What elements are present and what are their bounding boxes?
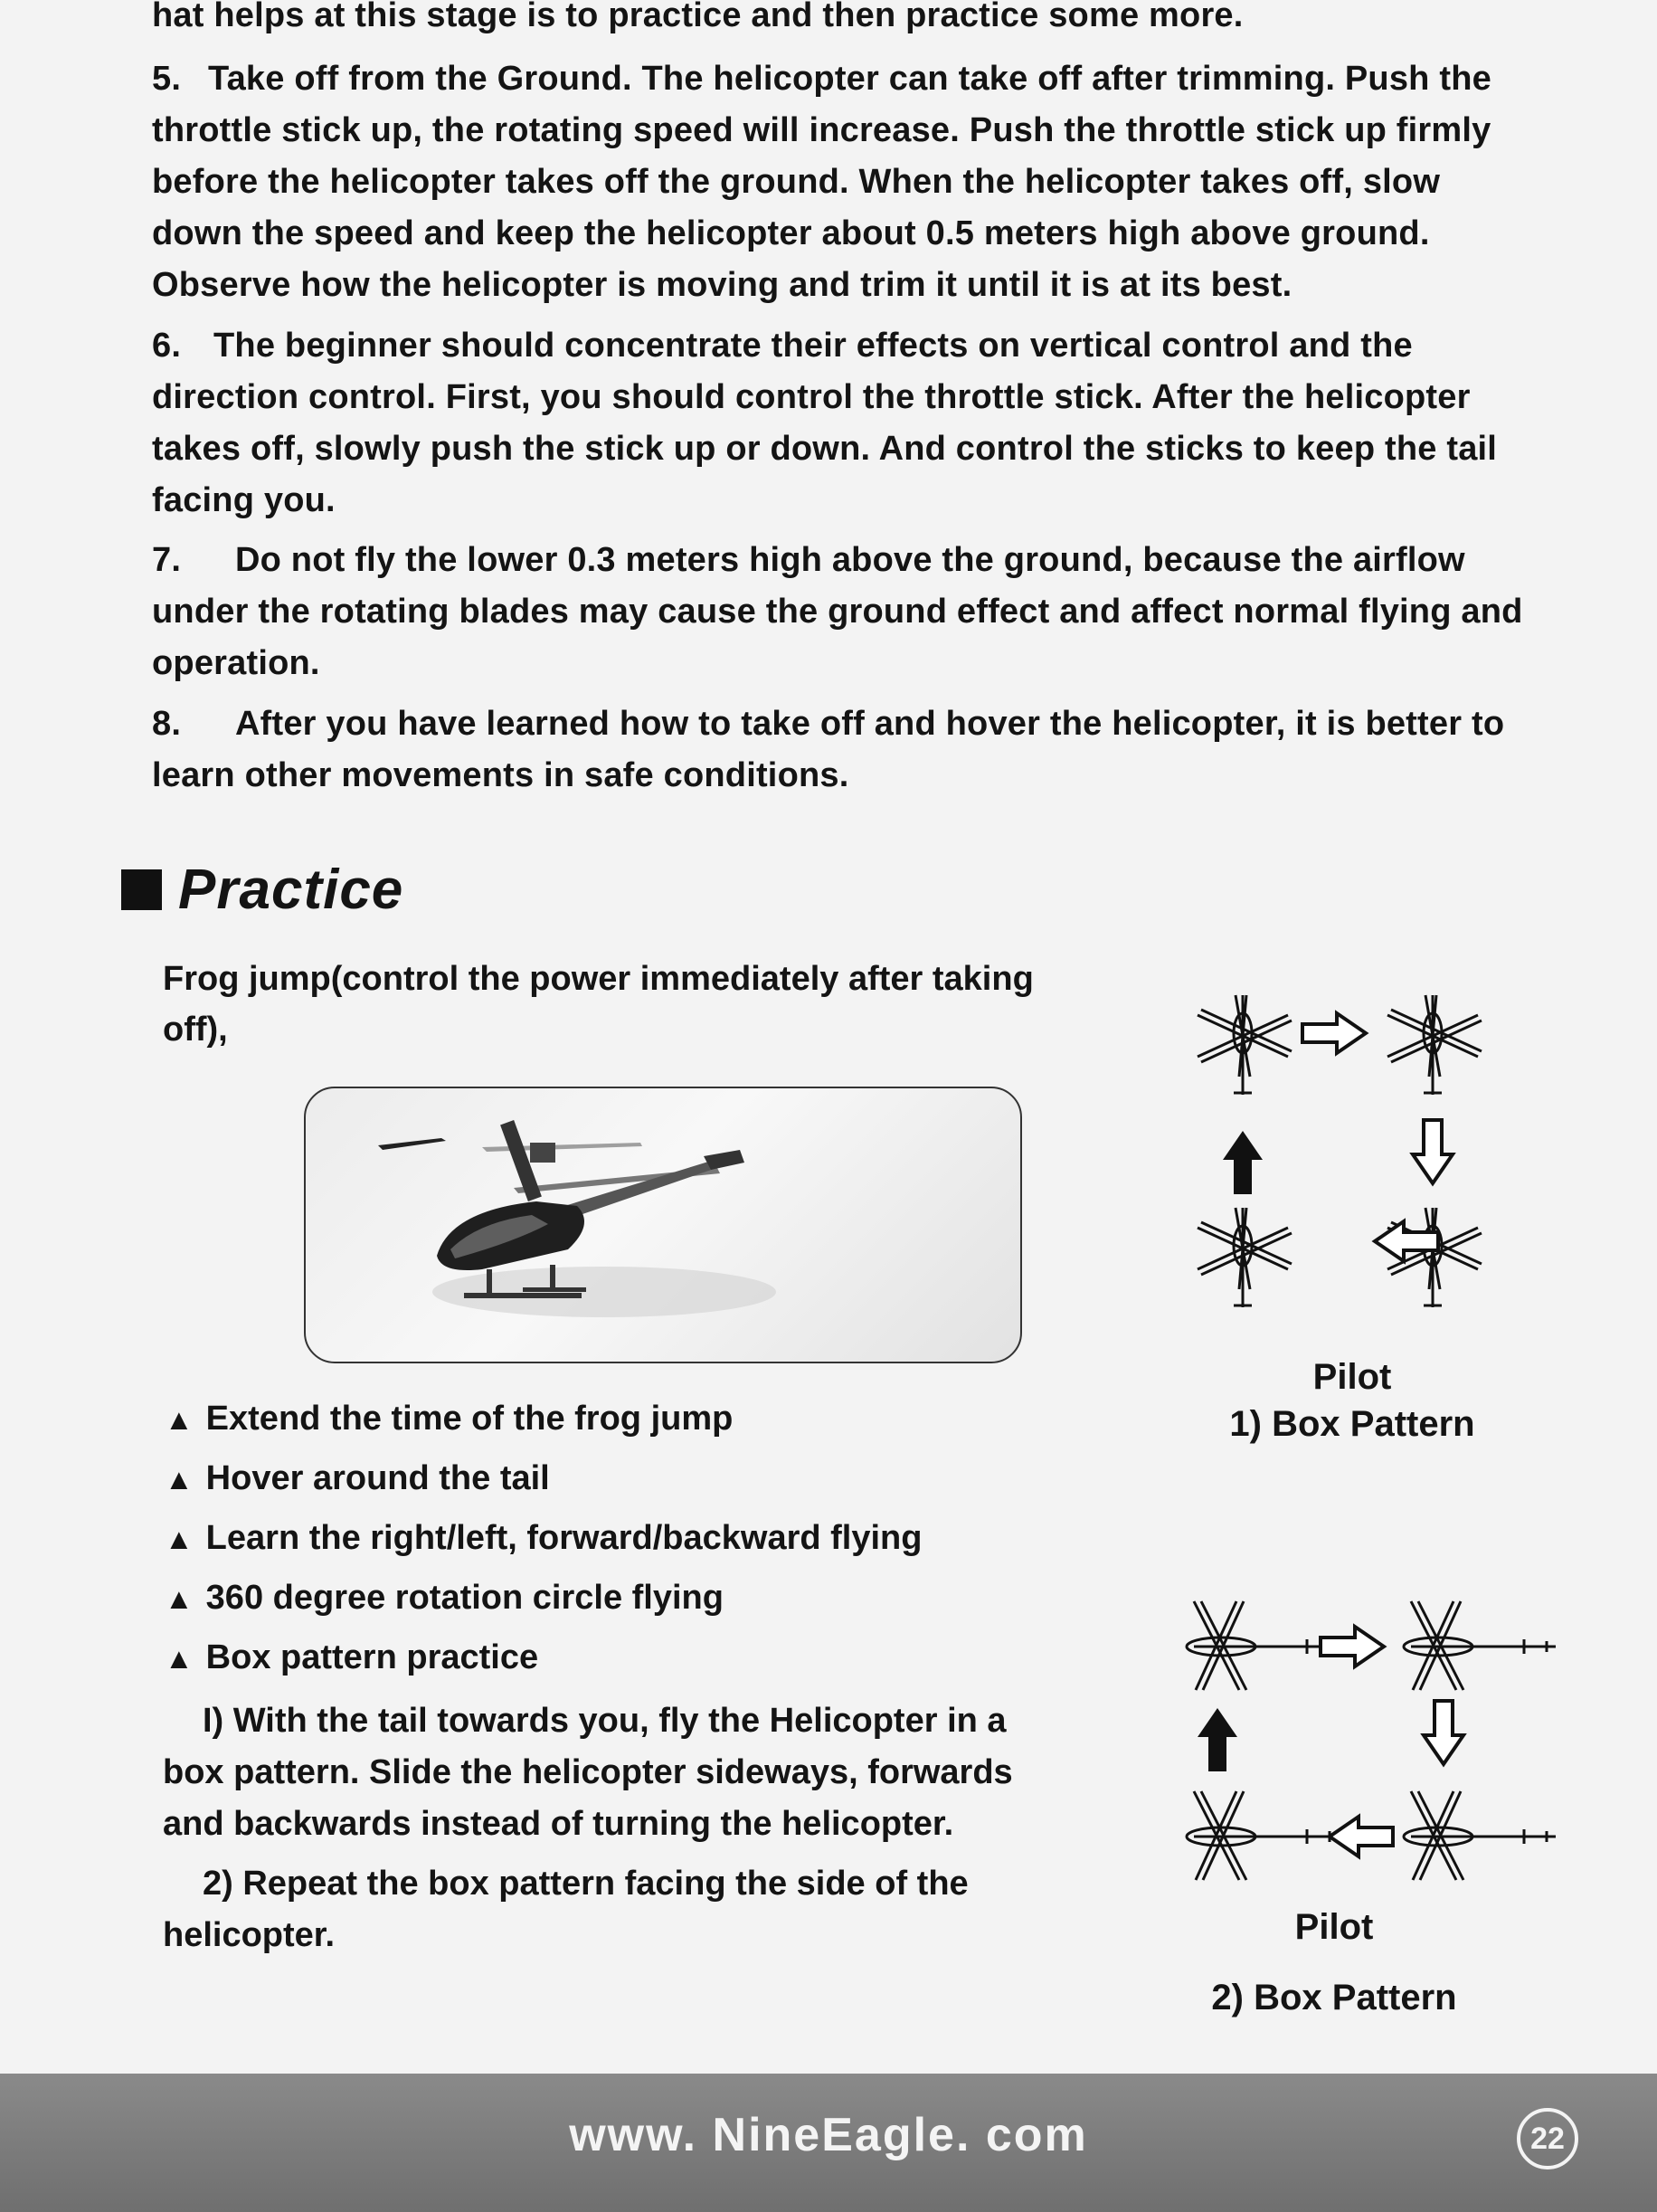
paragraph-5: 5. Take off from the Ground. The helicopter can take off after trimming. Push the throttle stick up, the rotating speed will increase. Push the throttle stick up firmly before the helicopter takes off the ground. When the helicopter takes off, slow down the speed and keep the helicopter about 0.5 meters high above ground. Observe how the helicopter is moving and trim it until it is at its best.	[152, 53, 1527, 311]
diagram-1-caption: 1) Box Pattern	[1229, 1404, 1475, 1444]
list-item: ▲ 360 degree rotation circle flying	[165, 1579, 724, 1617]
paragraph-number: 8.	[152, 705, 182, 743]
box-pattern-1-diagram	[1185, 986, 1510, 1348]
paragraph-number: 7.	[152, 541, 182, 579]
section-heading	[121, 858, 403, 922]
heading-square-icon	[121, 869, 162, 910]
triangle-bullet-icon: ▲	[165, 1582, 194, 1615]
paragraph-6: 6. The beginner should concentrate their effects on vertical control and the direction control. First, you should control the throttle stick. After the helicopter takes off, slowly push the stick up or down. And control the sticks to keep the tail facing you.	[152, 320, 1527, 527]
helicopter-photo	[304, 1087, 1022, 1363]
arrow-down-icon	[1424, 1701, 1463, 1764]
diagram-2-pilot-label: Pilot	[1294, 1907, 1374, 1947]
frog-jump-text: Frog jump(control the power immediately after taking off),	[163, 960, 1034, 1049]
arrow-right-icon	[1302, 1013, 1366, 1053]
arrow-right-icon	[1321, 1627, 1384, 1666]
list-item: ▲ Box pattern practice	[165, 1638, 539, 1676]
triangle-bullet-icon: ▲	[165, 1642, 194, 1675]
paragraph-7: 7. Do not fly the lower 0.3 meters high above the ground, because the airflow under the rotating blades may cause the ground effect and affect normal flying and operation.	[152, 535, 1527, 689]
page-number: 22	[1517, 2108, 1578, 2169]
paragraph-8: 8. After you have learned how to take off and hover the helicopter, it is better to learn other movements in safe conditions.	[152, 698, 1527, 802]
paragraph-number: 5.	[152, 60, 182, 98]
list-item: ▲ Hover around the tail	[165, 1459, 550, 1497]
paragraph-number: 6.	[152, 327, 182, 365]
helicopter-image	[306, 1088, 1020, 1362]
step-2-text: 2) Repeat the box pattern facing the side of the helicopter.	[163, 1865, 969, 1954]
paragraph-intro: hat helps at this stage is to practice and then practice some more.	[152, 0, 1244, 34]
section-title: Practice	[178, 859, 404, 921]
arrow-down-icon	[1413, 1120, 1453, 1183]
triangle-bullet-icon: ▲	[165, 1403, 194, 1436]
list-item: ▲ Extend the time of the frog jump	[165, 1400, 734, 1438]
arrow-up-icon	[1198, 1708, 1237, 1771]
diagram-1-pilot-label: Pilot	[1312, 1357, 1392, 1397]
box-pattern-2-diagram	[1176, 1592, 1556, 1891]
triangle-bullet-icon: ▲	[165, 1523, 194, 1555]
arrow-up-icon	[1223, 1131, 1263, 1194]
diagram-2-caption: 2) Box Pattern	[1211, 1978, 1457, 2017]
step-1-text: I) With the tail towards you, fly the Helicopter in a box pattern. Slide the helicopter sideways, forwards and backwards instead of turning the helicopter.	[163, 1702, 1013, 1843]
triangle-bullet-icon: ▲	[165, 1463, 194, 1495]
arrow-left-icon	[1330, 1817, 1393, 1856]
footer-bar	[0, 2074, 1657, 2212]
list-item: ▲ Learn the right/left, forward/backward flying	[165, 1519, 923, 1557]
footer-url[interactable]: www. NineEagle. com	[569, 2109, 1088, 2161]
